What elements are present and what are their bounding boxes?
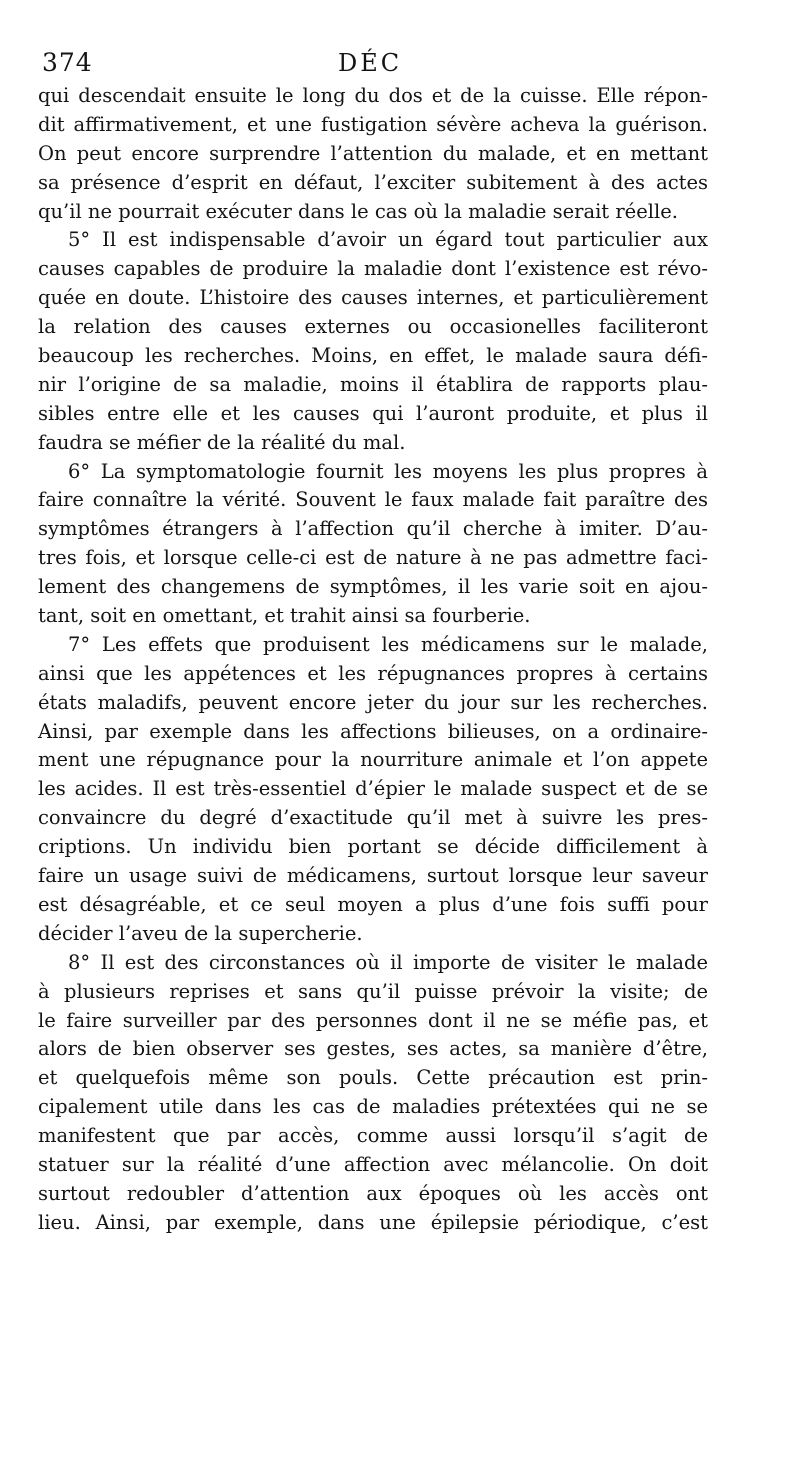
text-line: 6° La symptomatologie fournit les moyens les plus propres à — [68, 459, 708, 483]
text-line: dit affirmativement, et une fustigation sévère acheva la guérison. — [38, 112, 708, 136]
text-line: alors de bien observer ses gestes, ses actes, sa manière d’être, — [38, 1037, 708, 1061]
text-line: nir l’origine de sa maladie, moins il établira de rapports plau- — [38, 372, 708, 396]
text-line: On peut encore surprendre l’attention du malade, et en mettant — [38, 141, 708, 165]
text-line: surtout redoubler d’attention aux époques où les accès ont — [38, 1181, 708, 1205]
text-line: 8° Il est des circonstances où il importe de visiter le malade — [68, 950, 708, 974]
text-line: 5° Il est indispensable d’avoir un égard tout particulier aux — [68, 228, 708, 252]
page-header — [38, 44, 708, 82]
text-line: ment une répugnance pour la nourriture animale et l’on appete — [38, 748, 708, 772]
text-line: quée en doute. L’histoire des causes internes, et particulièrement — [38, 286, 708, 310]
text-line: les acides. Il est très-essentiel d’épier le malade suspect et de se — [38, 777, 708, 801]
text-line: convaincre du degré d’exactitude qu’il met à suivre les pres- — [38, 806, 708, 830]
text-line: beaucoup les recherches. Moins, en effet, le malade saura défi- — [38, 344, 708, 368]
text-line: le faire surveiller par des personnes dont il ne se méfie pas, et — [38, 1008, 708, 1032]
book-page — [38, 44, 708, 1238]
text-line: Ainsi, par exemple dans les affections bilieuses, on a ordinaire- — [38, 719, 708, 743]
text-line: états maladifs, peuvent encore jeter du jour sur les recherches. — [38, 690, 708, 714]
text-line: ainsi que les appétences et les répugnances propres à certains — [38, 661, 708, 685]
text-line: lieu. Ainsi, par exemple, dans une épilepsie périodique, c’est — [38, 1210, 708, 1234]
text-line: qu’il ne pourrait exécuter dans le cas où la maladie serait réelle. — [38, 199, 678, 223]
text-line: tant, soit en omettant, et trahit ainsi sa fourberie. — [38, 604, 531, 628]
text-line: symptômes étrangers à l’affection qu’il cherche à imiter. D’au- — [38, 517, 708, 541]
body-text — [38, 82, 708, 1238]
text-line: qui descendait ensuite le long du dos et de la cuisse. Elle répon- — [38, 84, 708, 107]
text-line: faire un usage suivi de médicamens, surtout lorsque leur saveur — [38, 864, 708, 888]
text-line: décider l’aveu de la supercherie. — [38, 921, 363, 945]
text-line: sibles entre elle et les causes qui l’auront produite, et plus il — [38, 401, 708, 425]
text-line: tres fois, et lorsque celle-ci est de nature à ne pas admettre faci- — [38, 546, 708, 570]
text-line: faire connaître la vérité. Souvent le faux malade fait paraître des — [38, 488, 708, 512]
text-line: causes capables de produire la maladie dont l’existence est révo- — [38, 257, 708, 281]
text-line: lement des changemens de symptômes, il les varie soit en ajou- — [38, 575, 708, 599]
text-line: et quelquefois même son pouls. Cette précaution est prin- — [38, 1066, 708, 1090]
text-line: 7° Les effets que produisent les médicamens sur le malade, — [68, 632, 708, 656]
text-line: la relation des causes externes ou occasionelles faciliteront — [38, 315, 708, 339]
text-line: manifestent que par accès, comme aussi lorsqu’il s’agit de — [38, 1124, 708, 1148]
text-line: à plusieurs reprises et sans qu’il puisse prévoir la visite; de — [38, 979, 708, 1003]
text-line: faudra se méfier de la réalité du mal. — [38, 430, 406, 454]
text-line: cipalement utile dans les cas de maladies prétextées qui ne se — [38, 1095, 708, 1119]
page-number: 374 — [42, 48, 93, 77]
text-line: statuer sur la réalité d’une affection avec mélancolie. On doit — [38, 1152, 708, 1176]
running-head: DÉC — [338, 49, 403, 77]
text-line: sa présence d’esprit en défaut, l’exciter subitement à des actes — [38, 170, 708, 194]
text-line: criptions. Un individu bien portant se décide difficilement à — [38, 835, 708, 859]
text-line: est désagréable, et ce seul moyen a plus d’une fois suffi pour — [38, 892, 708, 916]
